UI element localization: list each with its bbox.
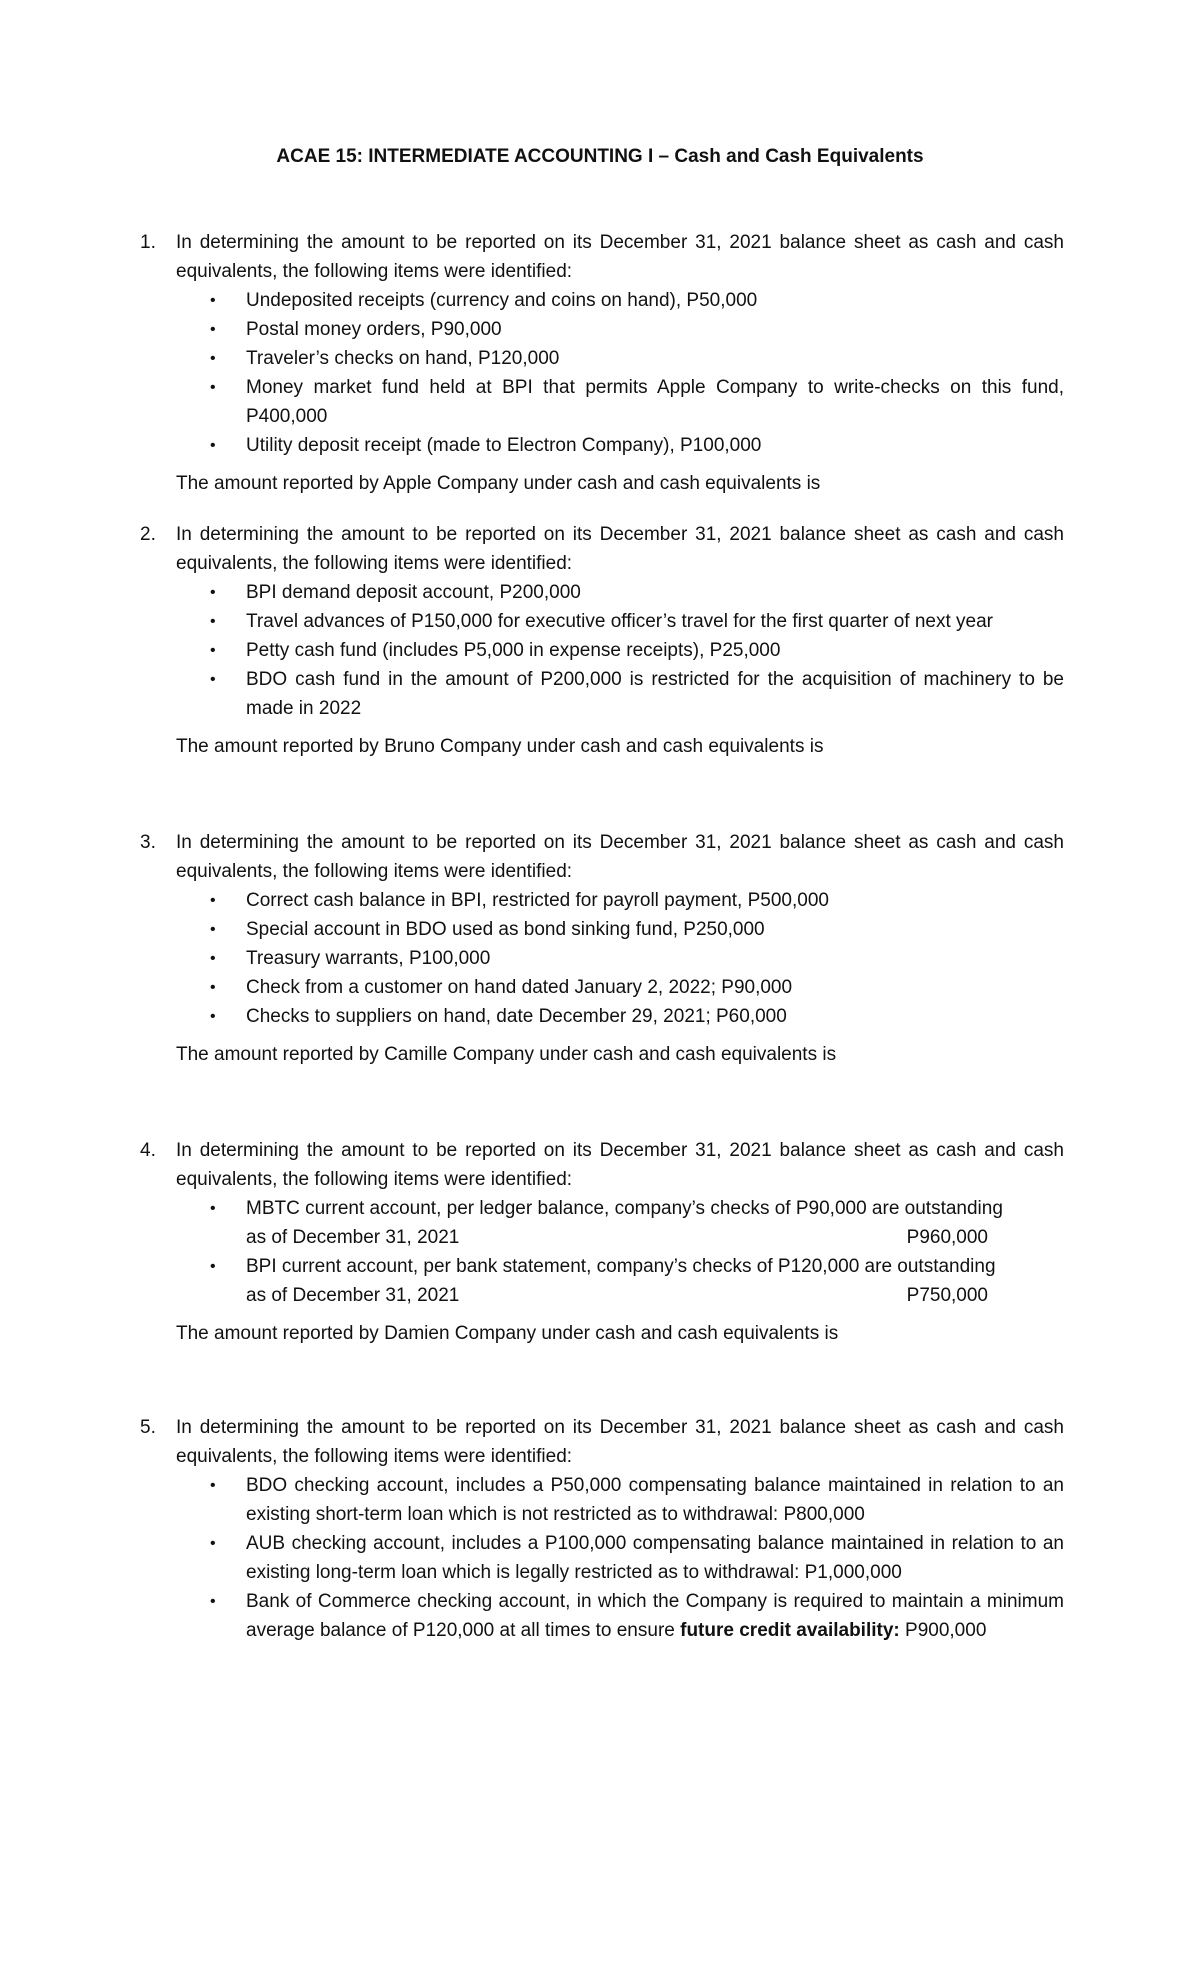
list-item: • Special account in BDO used as bond sinking fund, P250,000 bbox=[176, 915, 1064, 944]
bullet-icon: • bbox=[210, 350, 216, 367]
list-item: • AUB checking account, includes a P100,000 compensating balance maintained in relation to an existing long-term loan which is legally restricted as to withdrawal: P1,000,000 bbox=[176, 1529, 1064, 1587]
bullet-icon: • bbox=[210, 1008, 216, 1025]
item-list bbox=[176, 286, 1064, 460]
question-1 bbox=[140, 228, 1064, 498]
bullet-icon: • bbox=[210, 892, 216, 909]
item-date: as of December 31, 2021 bbox=[246, 1227, 460, 1248]
question-5 bbox=[140, 1413, 1064, 1645]
item-list bbox=[176, 1471, 1064, 1645]
bullet-icon: • bbox=[210, 584, 216, 601]
bullet-icon: • bbox=[210, 921, 216, 938]
item-list bbox=[176, 886, 1064, 1031]
question-closing: The amount reported by Damien Company under cash and cash equivalents is bbox=[176, 1323, 839, 1344]
bullet-icon: • bbox=[210, 321, 216, 338]
list-item: • Treasury warrants, P100,000 bbox=[176, 944, 1064, 973]
bullet-icon: • bbox=[210, 950, 216, 967]
question-closing: The amount reported by Bruno Company under cash and cash equivalents is bbox=[176, 736, 824, 757]
bullet-icon: • bbox=[210, 379, 216, 396]
question-stem: In determining the amount to be reported on its December 31, 2021 balance sheet as cash and cash equivalents, the following items were identified: bbox=[176, 1140, 1064, 1190]
question-number: 3. bbox=[140, 832, 156, 853]
list-item: • BPI demand deposit account, P200,000 bbox=[176, 578, 1064, 607]
bullet-icon: • bbox=[210, 1258, 216, 1275]
bullet-icon: • bbox=[210, 1535, 216, 1552]
list-item: • Correct cash balance in BPI, restricted for payroll payment, P500,000 bbox=[176, 886, 1064, 915]
bullet-icon: • bbox=[210, 613, 216, 630]
question-closing: The amount reported by Camille Company under cash and cash equivalents is bbox=[176, 1044, 837, 1065]
list-item: • Bank of Commerce checking account, in which the Company is required to maintain a minimum average balance of P120,000 at all times to ensure future credit availability: P900,000 bbox=[176, 1587, 1064, 1645]
page-title: ACAE 15: INTERMEDIATE ACCOUNTING I – Cash and Cash Equivalents bbox=[276, 146, 924, 167]
item-amount: P750,000 bbox=[906, 1285, 988, 1306]
list-item: • BPI current account, per bank statement, company’s checks of P120,000 are outstanding as of December 31, 2021 P750,000 bbox=[176, 1252, 1064, 1310]
question-3 bbox=[140, 828, 1064, 1069]
question-stem: In determining the amount to be reported on its December 31, 2021 balance sheet as cash and cash equivalents, the following items were identified: bbox=[176, 524, 1064, 574]
list-item: • Checks to suppliers on hand, date December 29, 2021; P60,000 bbox=[176, 1002, 1064, 1031]
question-number: 2. bbox=[140, 524, 156, 545]
bullet-icon: • bbox=[210, 979, 216, 996]
emphasis-text: future credit availability: bbox=[680, 1620, 900, 1641]
list-item: • Money market fund held at BPI that permits Apple Company to write-checks on this fund, P400,000 bbox=[176, 373, 1064, 431]
list-item: • BDO checking account, includes a P50,000 compensating balance maintained in relation to an existing short-term loan which is not restricted as to withdrawal: P800,000 bbox=[176, 1471, 1064, 1529]
question-2 bbox=[140, 520, 1064, 761]
item-list bbox=[176, 1194, 1064, 1310]
list-item: • Travel advances of P150,000 for executive officer’s travel for the first quarter of next year bbox=[176, 607, 1064, 636]
list-item: • BDO cash fund in the amount of P200,000 is restricted for the acquisition of machinery to be made in 2022 bbox=[176, 665, 1064, 723]
list-item: • Traveler’s checks on hand, P120,000 bbox=[176, 344, 1064, 373]
bullet-icon: • bbox=[210, 1477, 216, 1494]
list-item: • MBTC current account, per ledger balance, company’s checks of P90,000 are outstanding as of December 31, 2021 P960,000 bbox=[176, 1194, 1064, 1252]
list-item: • Check from a customer on hand dated January 2, 2022; P90,000 bbox=[176, 973, 1064, 1002]
list-item: • Postal money orders, P90,000 bbox=[176, 315, 1064, 344]
question-4 bbox=[140, 1136, 1064, 1348]
question-number: 4. bbox=[140, 1140, 156, 1161]
question-stem: In determining the amount to be reported on its December 31, 2021 balance sheet as cash and cash equivalents, the following items were identified: bbox=[176, 832, 1064, 882]
bullet-icon: • bbox=[210, 1593, 216, 1610]
item-list bbox=[176, 578, 1064, 723]
bullet-icon: • bbox=[210, 671, 216, 688]
bullet-icon: • bbox=[210, 437, 216, 454]
question-closing: The amount reported by Apple Company under cash and cash equivalents is bbox=[176, 473, 821, 494]
item-amount: P960,000 bbox=[906, 1227, 988, 1248]
list-item: • Petty cash fund (includes P5,000 in expense receipts), P25,000 bbox=[176, 636, 1064, 665]
list-item: • Utility deposit receipt (made to Electron Company), P100,000 bbox=[176, 431, 1064, 460]
question-stem: In determining the amount to be reported on its December 31, 2021 balance sheet as cash and cash equivalents, the following items were identified: bbox=[176, 232, 1064, 282]
list-item: • Undeposited receipts (currency and coins on hand), P50,000 bbox=[176, 286, 1064, 315]
bullet-icon: • bbox=[210, 642, 216, 659]
item-date: as of December 31, 2021 bbox=[246, 1285, 460, 1306]
bullet-icon: • bbox=[210, 292, 216, 309]
question-number: 5. bbox=[140, 1417, 156, 1438]
question-number: 1. bbox=[140, 232, 156, 253]
bullet-icon: • bbox=[210, 1200, 216, 1217]
question-stem: In determining the amount to be reported on its December 31, 2021 balance sheet as cash and cash equivalents, the following items were identified: bbox=[176, 1417, 1064, 1467]
